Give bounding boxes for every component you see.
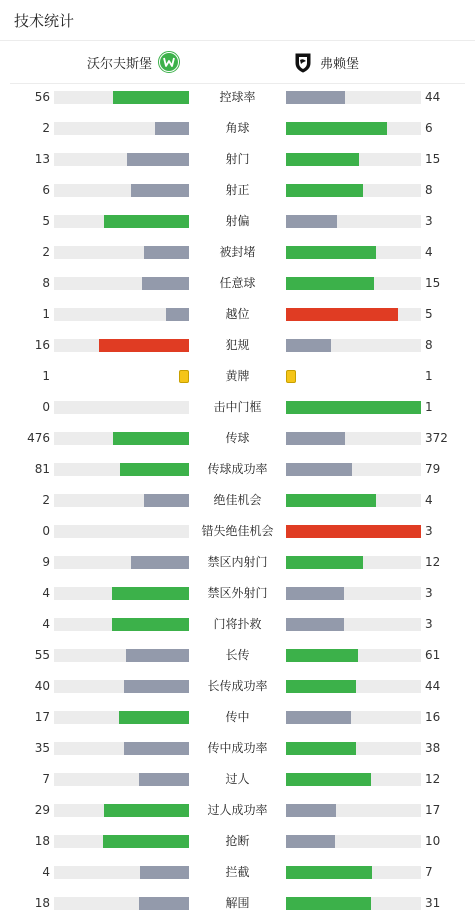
- away-stat-value: 38: [425, 741, 441, 755]
- home-stat-bar: [54, 277, 189, 290]
- away-stat-value: 10: [425, 834, 441, 848]
- away-stat-bar: [286, 897, 421, 910]
- stat-row: [0, 516, 475, 547]
- away-stat-bar-fill: [286, 897, 371, 910]
- away-yellow-card-icon: [286, 370, 296, 383]
- away-stat-bar: [286, 91, 421, 104]
- home-stat-bar: [54, 804, 189, 817]
- home-stat-value: 40: [34, 679, 50, 693]
- stat-label: 射门: [225, 152, 250, 166]
- home-stat-value: 4: [42, 617, 50, 631]
- home-stat-bar-fill: [99, 339, 189, 352]
- stat-row: [0, 113, 475, 144]
- home-stat-value: 5: [42, 214, 50, 228]
- home-stat-bar: [54, 246, 189, 259]
- home-team-name: 沃尔夫斯堡: [86, 56, 152, 72]
- home-stat-bar-fill: [140, 866, 189, 879]
- stat-row: [0, 547, 475, 578]
- stat-row: [0, 299, 475, 330]
- stat-label: 过人成功率: [207, 803, 268, 817]
- away-stat-bar-fill: [286, 556, 363, 569]
- away-stat-bar: [286, 339, 421, 352]
- stat-label: 长传成功率: [207, 679, 268, 693]
- home-stat-bar: [54, 680, 189, 693]
- home-stat-bar: [54, 897, 189, 910]
- away-stat-bar: [286, 649, 421, 662]
- home-stat-value: 7: [42, 772, 50, 786]
- away-team[interactable]: [292, 41, 359, 83]
- stat-row: [0, 268, 475, 299]
- away-stat-bar: [286, 432, 421, 445]
- away-stat-bar-fill: [286, 215, 337, 228]
- away-stat-bar: [286, 215, 421, 228]
- away-stat-bar-fill: [286, 618, 344, 631]
- stat-label: 射正: [225, 183, 250, 197]
- away-stat-bar: [286, 618, 421, 631]
- stat-label: 长传: [225, 648, 250, 662]
- away-stat-bar-fill: [286, 587, 344, 600]
- team-header: [10, 41, 465, 84]
- stat-label: 禁区外射门: [207, 586, 268, 600]
- away-stat-value: 44: [425, 90, 441, 104]
- away-stat-bar-fill: [286, 277, 374, 290]
- home-stat-bar: [54, 122, 189, 135]
- home-stat-bar-fill: [104, 215, 189, 228]
- home-team[interactable]: [87, 41, 180, 83]
- home-stat-bar-fill: [124, 742, 189, 755]
- stat-row: [0, 702, 475, 733]
- home-stat-value: 29: [34, 803, 50, 817]
- home-stat-bar: [54, 401, 189, 414]
- away-stat-bar-fill: [286, 649, 358, 662]
- home-stat-bar-fill: [113, 91, 189, 104]
- stat-label: 击中门框: [213, 400, 262, 414]
- home-stat-bar: [54, 556, 189, 569]
- away-stat-bar: [286, 525, 421, 538]
- home-stat-bar-fill: [127, 153, 189, 166]
- away-stat-bar: [286, 463, 421, 476]
- home-stat-bar: [54, 773, 189, 786]
- away-stat-bar: [286, 773, 421, 786]
- away-stat-bar-fill: [286, 742, 356, 755]
- stat-row: [0, 640, 475, 671]
- away-stat-value: 372: [425, 431, 448, 445]
- away-stat-value: 12: [425, 555, 441, 569]
- stat-label: 犯规: [225, 338, 250, 352]
- away-stat-value: 61: [425, 648, 441, 662]
- home-stat-value: 4: [42, 586, 50, 600]
- stat-label: 传球成功率: [207, 462, 268, 476]
- home-stat-value: 17: [34, 710, 50, 724]
- home-stat-value: 2: [42, 245, 50, 259]
- away-stat-bar: [286, 556, 421, 569]
- away-stat-bar-fill: [286, 804, 336, 817]
- home-stat-value: 4: [42, 865, 50, 879]
- home-stat-bar-fill: [120, 463, 189, 476]
- stat-label: 黄牌: [225, 369, 250, 383]
- away-stat-bar-fill: [286, 122, 387, 135]
- stat-row: [0, 144, 475, 175]
- home-stat-bar: [54, 463, 189, 476]
- stat-label: 禁区内射门: [207, 555, 268, 569]
- away-stat-value: 17: [425, 803, 441, 817]
- stat-label: 门将扑救: [213, 617, 262, 631]
- home-stat-value: 2: [42, 121, 50, 135]
- stat-row: [0, 795, 475, 826]
- away-stat-bar-fill: [286, 525, 421, 538]
- away-stat-value: 4: [425, 493, 433, 507]
- away-stat-bar: [286, 587, 421, 600]
- away-stat-bar-fill: [286, 401, 421, 414]
- home-stat-value: 16: [34, 338, 50, 352]
- away-stat-value: 79: [425, 462, 441, 476]
- home-stat-value: 1: [42, 307, 50, 321]
- stat-label: 射偏: [225, 214, 250, 228]
- stat-row: [0, 857, 475, 888]
- home-stat-bar: [54, 215, 189, 228]
- away-team-name: 弗赖堡: [320, 56, 360, 72]
- away-stat-bar: [286, 246, 421, 259]
- away-stat-bar-fill: [286, 246, 376, 259]
- away-stat-bar: [286, 711, 421, 724]
- stat-label: 传球: [225, 431, 250, 445]
- away-stat-bar-fill: [286, 308, 398, 321]
- away-stat-value: 3: [425, 214, 433, 228]
- stat-label: 过人: [225, 772, 250, 786]
- away-stat-value: 1: [425, 369, 433, 383]
- stat-label: 被封堵: [219, 245, 256, 259]
- away-stat-value: 1: [425, 400, 433, 414]
- home-stat-bar: [54, 835, 189, 848]
- away-stat-bar: [286, 401, 421, 414]
- away-stat-value: 7: [425, 865, 433, 879]
- home-stat-bar: [54, 153, 189, 166]
- home-stat-value: 2: [42, 493, 50, 507]
- away-stat-bar-fill: [286, 494, 376, 507]
- stat-label: 传中成功率: [207, 741, 268, 755]
- home-stat-bar-fill: [103, 835, 189, 848]
- stat-label: 拦截: [225, 865, 250, 879]
- away-stat-value: 15: [425, 152, 441, 166]
- home-stat-bar: [54, 184, 189, 197]
- home-stat-bar-fill: [139, 897, 189, 910]
- away-stat-bar: [286, 742, 421, 755]
- stat-row: [0, 237, 475, 268]
- away-stat-value: 15: [425, 276, 441, 290]
- home-stat-value: 18: [34, 834, 50, 848]
- home-stat-value: 13: [34, 152, 50, 166]
- home-stat-bar-fill: [104, 804, 189, 817]
- away-stat-bar-fill: [286, 432, 345, 445]
- home-stat-bar-fill: [139, 773, 189, 786]
- home-stat-value: 1: [42, 369, 50, 383]
- stat-row: [0, 826, 475, 857]
- stat-label: 越位: [225, 307, 250, 321]
- away-stat-bar-fill: [286, 153, 359, 166]
- home-stat-bar: [54, 866, 189, 879]
- away-stat-bar: [286, 184, 421, 197]
- home-stat-value: 6: [42, 183, 50, 197]
- home-stat-bar-fill: [119, 711, 189, 724]
- stat-label: 任意球: [219, 276, 256, 290]
- home-stat-bar-fill: [155, 122, 189, 135]
- home-stat-bar-fill: [144, 494, 189, 507]
- home-stat-value: 9: [42, 555, 50, 569]
- away-stat-bar-fill: [286, 91, 345, 104]
- home-stat-bar-fill: [144, 246, 189, 259]
- away-stat-bar-fill: [286, 835, 335, 848]
- away-stat-value: 31: [425, 896, 441, 910]
- stat-row: [0, 485, 475, 516]
- home-stat-bar-fill: [166, 308, 189, 321]
- freiburg-crest-icon: [292, 51, 314, 73]
- away-stat-bar: [286, 308, 421, 321]
- home-stat-value: 35: [34, 741, 50, 755]
- away-stat-bar: [286, 866, 421, 879]
- home-stat-value: 8: [42, 276, 50, 290]
- away-stat-bar-fill: [286, 339, 331, 352]
- home-stat-value: 0: [42, 400, 50, 414]
- stat-row: [0, 82, 475, 113]
- stat-label: 解围: [225, 896, 250, 910]
- stat-label: 错失绝佳机会: [201, 524, 274, 538]
- away-stat-value: 8: [425, 338, 433, 352]
- home-stat-bar: [54, 618, 189, 631]
- away-stat-bar: [286, 277, 421, 290]
- away-stat-value: 4: [425, 245, 433, 259]
- home-stat-bar-fill: [131, 556, 189, 569]
- away-stat-bar: [286, 153, 421, 166]
- away-stat-bar-fill: [286, 711, 351, 724]
- away-stat-bar-fill: [286, 866, 372, 879]
- stat-row: [0, 175, 475, 206]
- stat-row: [0, 671, 475, 702]
- home-stat-value: 0: [42, 524, 50, 538]
- stat-row: [0, 888, 475, 919]
- stat-row: [0, 330, 475, 361]
- home-stat-bar-fill: [112, 618, 189, 631]
- wolfsburg-crest-icon: [158, 51, 180, 73]
- home-stat-bar: [54, 525, 189, 538]
- away-stat-bar: [286, 680, 421, 693]
- stat-label: 传中: [225, 710, 250, 724]
- home-stat-bar: [54, 494, 189, 507]
- home-stat-bar: [54, 339, 189, 352]
- away-stat-value: 8: [425, 183, 433, 197]
- away-stat-bar-fill: [286, 773, 371, 786]
- home-stat-bar: [54, 432, 189, 445]
- away-stat-value: 3: [425, 524, 433, 538]
- away-stat-bar: [286, 835, 421, 848]
- home-stat-bar-fill: [126, 649, 189, 662]
- away-stat-value: 16: [425, 710, 441, 724]
- home-stat-bar-fill: [124, 680, 189, 693]
- stat-row: [0, 206, 475, 237]
- home-stat-value: 81: [34, 462, 50, 476]
- stat-row: [0, 733, 475, 764]
- away-stat-value: 12: [425, 772, 441, 786]
- away-stat-bar-fill: [286, 184, 363, 197]
- stat-row: [0, 578, 475, 609]
- home-stat-bar-fill: [113, 432, 189, 445]
- stat-label: 绝佳机会: [213, 493, 262, 507]
- stat-row: [0, 361, 475, 392]
- home-stat-bar-fill: [131, 184, 189, 197]
- home-stat-bar: [54, 587, 189, 600]
- stat-row: [0, 609, 475, 640]
- stat-row: [0, 392, 475, 423]
- away-stat-bar: [286, 122, 421, 135]
- home-yellow-card-icon: [179, 370, 189, 383]
- home-stat-value: 56: [34, 90, 50, 104]
- section-title-text: 技术统计: [14, 11, 75, 30]
- home-stat-bar: [54, 649, 189, 662]
- home-stat-bar-fill: [142, 277, 189, 290]
- home-stat-bar: [54, 742, 189, 755]
- stat-label: 控球率: [219, 90, 256, 104]
- away-stat-value: 3: [425, 586, 433, 600]
- away-stat-bar-fill: [286, 680, 356, 693]
- stat-row: [0, 764, 475, 795]
- section-title: [0, 0, 475, 41]
- home-stat-value: 18: [34, 896, 50, 910]
- home-stat-value: 55: [34, 648, 50, 662]
- home-stat-bar: [54, 711, 189, 724]
- away-stat-bar: [286, 494, 421, 507]
- home-stat-bar: [54, 91, 189, 104]
- stat-label: 角球: [225, 121, 250, 135]
- away-stat-bar-fill: [286, 463, 352, 476]
- home-stat-bar: [54, 308, 189, 321]
- stat-label: 抢断: [225, 834, 250, 848]
- away-stat-value: 5: [425, 307, 433, 321]
- away-stat-bar: [286, 804, 421, 817]
- home-stat-value: 476: [27, 431, 50, 445]
- stat-row: [0, 454, 475, 485]
- home-stat-bar-fill: [112, 587, 189, 600]
- away-stat-value: 44: [425, 679, 441, 693]
- away-stat-value: 6: [425, 121, 433, 135]
- away-stat-value: 3: [425, 617, 433, 631]
- stat-row: [0, 423, 475, 454]
